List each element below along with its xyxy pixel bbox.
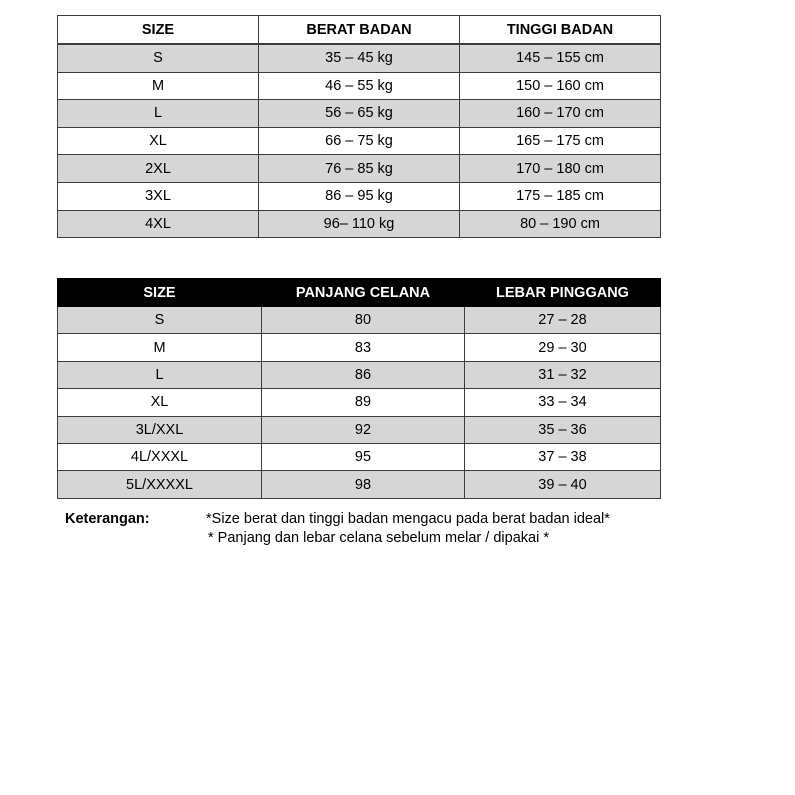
size-cell: 4XL	[58, 210, 259, 238]
waist-width-cell: 39 – 40	[465, 471, 661, 498]
waist-width-cell: 27 – 28	[465, 307, 661, 334]
size-cell: XL	[58, 389, 262, 416]
pants-length-cell: 86	[262, 361, 465, 388]
size-cell: L	[58, 361, 262, 388]
body-size-table	[57, 15, 661, 238]
column-header-pants-length: PANJANG CELANA	[262, 279, 465, 307]
note-line-weight-height: *Size berat dan tinggi badan mengacu pada berat badan ideal*	[206, 511, 610, 527]
table-row	[58, 334, 661, 361]
column-header-waist-width: LEBAR PINGGANG	[465, 279, 661, 307]
notes-label: Keterangan:	[65, 511, 150, 527]
size-cell: XL	[58, 127, 259, 155]
pants-size-table	[57, 278, 661, 499]
waist-width-cell: 35 – 36	[465, 416, 661, 443]
height-cell: 165 – 175 cm	[460, 127, 661, 155]
table-header-row	[58, 16, 661, 45]
size-cell: M	[58, 72, 259, 100]
pants-length-cell: 92	[262, 416, 465, 443]
table-row	[58, 127, 661, 155]
table-row	[58, 44, 661, 72]
size-cell: 5L/XXXXL	[58, 471, 262, 498]
height-cell: 145 – 155 cm	[460, 44, 661, 72]
pants-length-cell: 95	[262, 443, 465, 470]
size-cell: M	[58, 334, 262, 361]
height-cell: 80 – 190 cm	[460, 210, 661, 238]
size-cell: L	[58, 100, 259, 128]
waist-width-cell: 37 – 38	[465, 443, 661, 470]
weight-cell: 76 – 85 kg	[259, 155, 460, 183]
pants-length-cell: 89	[262, 389, 465, 416]
table-header-row	[58, 279, 661, 307]
size-cell: S	[58, 307, 262, 334]
table-row	[58, 72, 661, 100]
weight-cell: 56 – 65 kg	[259, 100, 460, 128]
table-row	[58, 155, 661, 183]
column-header-size: SIZE	[58, 16, 259, 45]
size-cell: S	[58, 44, 259, 72]
column-header-size: SIZE	[58, 279, 262, 307]
weight-cell: 46 – 55 kg	[259, 72, 460, 100]
size-cell: 4L/XXXL	[58, 443, 262, 470]
height-cell: 160 – 170 cm	[460, 100, 661, 128]
weight-cell: 96– 110 kg	[259, 210, 460, 238]
waist-width-cell: 29 – 30	[465, 334, 661, 361]
pants-length-cell: 83	[262, 334, 465, 361]
weight-cell: 35 – 45 kg	[259, 44, 460, 72]
table-row	[58, 389, 661, 416]
table-row	[58, 443, 661, 470]
pants-length-cell: 98	[262, 471, 465, 498]
table-row	[58, 471, 661, 498]
height-cell: 150 – 160 cm	[460, 72, 661, 100]
size-cell: 3XL	[58, 182, 259, 210]
column-header-height: TINGGI BADAN	[460, 16, 661, 45]
height-cell: 170 – 180 cm	[460, 155, 661, 183]
table-row	[58, 416, 661, 443]
waist-width-cell: 33 – 34	[465, 389, 661, 416]
size-cell: 2XL	[58, 155, 259, 183]
height-cell: 175 – 185 cm	[460, 182, 661, 210]
weight-cell: 86 – 95 kg	[259, 182, 460, 210]
table-row	[58, 210, 661, 238]
column-header-weight: BERAT BADAN	[259, 16, 460, 45]
table-row	[58, 182, 661, 210]
table-row	[58, 307, 661, 334]
table-row	[58, 361, 661, 388]
table-row	[58, 100, 661, 128]
size-cell: 3L/XXL	[58, 416, 262, 443]
pants-length-cell: 80	[262, 307, 465, 334]
note-line-pants: * Panjang dan lebar celana sebelum melar / dipakai *	[208, 530, 549, 546]
weight-cell: 66 – 75 kg	[259, 127, 460, 155]
waist-width-cell: 31 – 32	[465, 361, 661, 388]
